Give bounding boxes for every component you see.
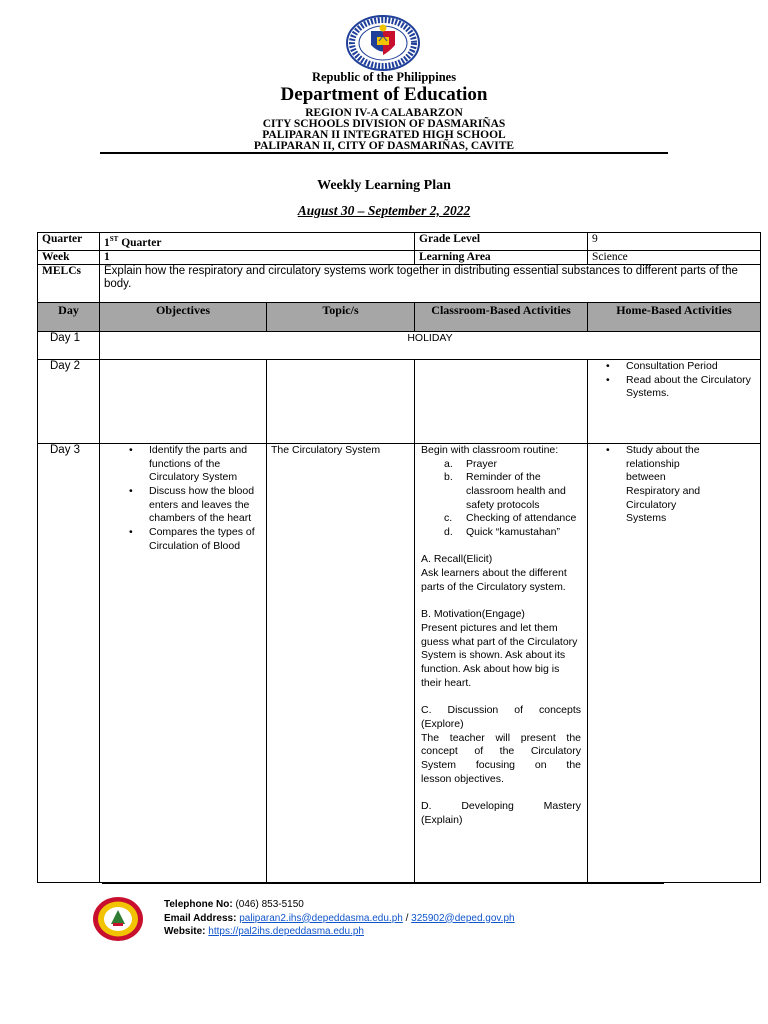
developing-heading: D. Developing Mastery xyxy=(421,800,582,813)
discussion-heading-cont: (Explore) xyxy=(421,717,464,730)
motivation-heading: B. Motivation(Engage) xyxy=(421,608,525,621)
phone-label: Telephone No: xyxy=(164,899,233,910)
email-label: Email Address: xyxy=(164,912,237,924)
department-heading: Department of Education xyxy=(280,84,488,105)
quarter-word: Quarter xyxy=(118,236,162,249)
day3-home-list xyxy=(592,444,756,526)
list-item xyxy=(444,471,581,512)
col-classroom: Classroom-Based Activities xyxy=(415,302,588,331)
day3-topic: The Circulatory System xyxy=(267,443,415,882)
division-heading: CITY SCHOOLS DIVISION OF DASMARIÑAS xyxy=(262,118,506,130)
routine-intro: Begin with classroom routine: xyxy=(421,443,559,456)
day2-home xyxy=(588,359,761,443)
email-link-school[interactable]: paliparan2.ihs@depeddasma.edu.ph xyxy=(239,912,403,924)
discussion-body-line: lesson objectives. xyxy=(421,772,504,785)
week-label: Week xyxy=(38,250,100,264)
learning-area-label: Learning Area xyxy=(415,250,588,264)
week-row xyxy=(38,250,761,264)
region-heading: REGION IV-A CALABARZON xyxy=(305,107,463,119)
list-text: Prayer xyxy=(466,457,497,470)
plan-dates xyxy=(0,203,768,219)
list-text: Checking of attendance xyxy=(466,512,577,525)
day2-home-list xyxy=(592,360,756,401)
grade-label: Grade Level xyxy=(415,233,588,251)
discussion-heading: C. Discussion of concepts xyxy=(421,704,582,717)
recall-body: Ask learners about the different parts of the Circulatory system. xyxy=(421,567,567,593)
spacer xyxy=(421,540,581,554)
col-objectives: Objectives xyxy=(100,302,267,331)
melcs-label: MELCs xyxy=(38,264,100,302)
phone-value: (046) 853-5150 xyxy=(232,899,304,910)
list-marker: c. xyxy=(444,512,453,525)
address-heading: PALIPARAN II, CITY OF DASMARIÑAS, CAVITE xyxy=(253,140,515,152)
email-link-deped[interactable]: 325902@deped.gov.ph xyxy=(411,912,515,924)
website-link[interactable]: https://pal2ihs.depeddasma.edu.ph xyxy=(208,926,364,937)
day1-label: Day 1 xyxy=(38,331,100,359)
quarter-number: 1 xyxy=(104,236,110,249)
discussion-body-line: concept of the Circulatory xyxy=(421,745,582,758)
list-text: Quick “kamustahan” xyxy=(466,526,560,539)
list-item: • Study about the relationship between Respiratory and Circulatory Systems xyxy=(626,444,716,526)
day2-label: Day 2 xyxy=(38,359,100,443)
quarter-label: Quarter xyxy=(38,233,100,251)
list-item: • Identify the parts and functions of the Circulatory System xyxy=(149,444,262,485)
routine-list xyxy=(421,458,581,540)
list-marker: b. xyxy=(444,471,453,484)
day3-classroom xyxy=(415,443,588,882)
list-item: • Consultation Period xyxy=(626,360,756,374)
email-separator: / xyxy=(402,912,412,924)
list-item: • Read about the Circulatory Systems. xyxy=(626,374,756,401)
spacer xyxy=(421,690,581,704)
email-line xyxy=(164,912,515,926)
melcs-row xyxy=(38,264,761,302)
website-line xyxy=(164,925,515,939)
day1-holiday: HOLIDAY xyxy=(100,331,761,359)
list-marker: d. xyxy=(444,526,453,539)
deped-seal-logo xyxy=(344,14,422,72)
spacer xyxy=(421,786,581,800)
melcs-value: Explain how the respiratory and circulatory systems work together in distributing essential substances to different parts of the body. xyxy=(100,264,761,302)
spacer xyxy=(421,595,581,609)
day1-row xyxy=(38,331,761,359)
list-item xyxy=(444,526,581,540)
republic-heading: Republic of the Philippines xyxy=(311,70,457,84)
col-topics: Topic/s xyxy=(267,302,415,331)
footer-contact xyxy=(164,898,515,939)
day3-label: Day 3 xyxy=(38,443,100,882)
grade-value: 9 xyxy=(588,233,761,251)
motivation-body: Present pictures and let them guess what part of the Circulatory System is shown. Ask about its function. Ask about how big is their heart. xyxy=(421,621,578,689)
day3-row xyxy=(38,443,761,882)
recall-heading: A. Recall(Elicit) xyxy=(421,553,493,566)
day2-row xyxy=(38,359,761,443)
discussion-body-line: System focusing on the xyxy=(421,758,582,771)
day3-objectives-list xyxy=(104,444,262,554)
header-divider xyxy=(100,152,668,154)
school-heading: PALIPARAN II INTEGRATED HIGH SCHOOL xyxy=(262,129,506,141)
column-header-row xyxy=(38,302,761,331)
school-logo xyxy=(92,896,144,942)
list-item xyxy=(444,512,581,526)
footer-divider xyxy=(102,882,664,884)
website-label: Website: xyxy=(164,926,206,937)
quarter-superscript: ST xyxy=(109,235,119,243)
phone-line xyxy=(164,898,515,912)
list-item: • Discuss how the blood enters and leaves the chambers of the heart xyxy=(149,485,262,526)
learning-plan-table xyxy=(37,232,761,883)
plan-dates-text: August 30 – September 2, 2022 xyxy=(297,203,471,218)
quarter-row xyxy=(38,233,761,251)
learning-area-value: Science xyxy=(588,250,761,264)
discussion-body-line: The teacher will present the xyxy=(421,731,582,744)
day2-objectives xyxy=(100,359,267,443)
list-marker: a. xyxy=(444,457,453,470)
col-day: Day xyxy=(38,302,100,331)
col-home: Home-Based Activities xyxy=(588,302,761,331)
list-item xyxy=(444,457,581,472)
plan-title: Weekly Learning Plan xyxy=(317,178,451,193)
day2-topics xyxy=(267,359,415,443)
list-text: Reminder of the classroom health and safety protocols xyxy=(466,471,566,511)
quarter-value xyxy=(100,233,415,251)
week-value: 1 xyxy=(100,250,415,264)
list-item: • Compares the types of Circulation of Blood xyxy=(149,526,262,553)
developing-heading-cont: (Explain) xyxy=(421,813,463,826)
day3-home xyxy=(588,443,761,882)
day2-classroom xyxy=(415,359,588,443)
day3-objectives xyxy=(100,443,267,882)
